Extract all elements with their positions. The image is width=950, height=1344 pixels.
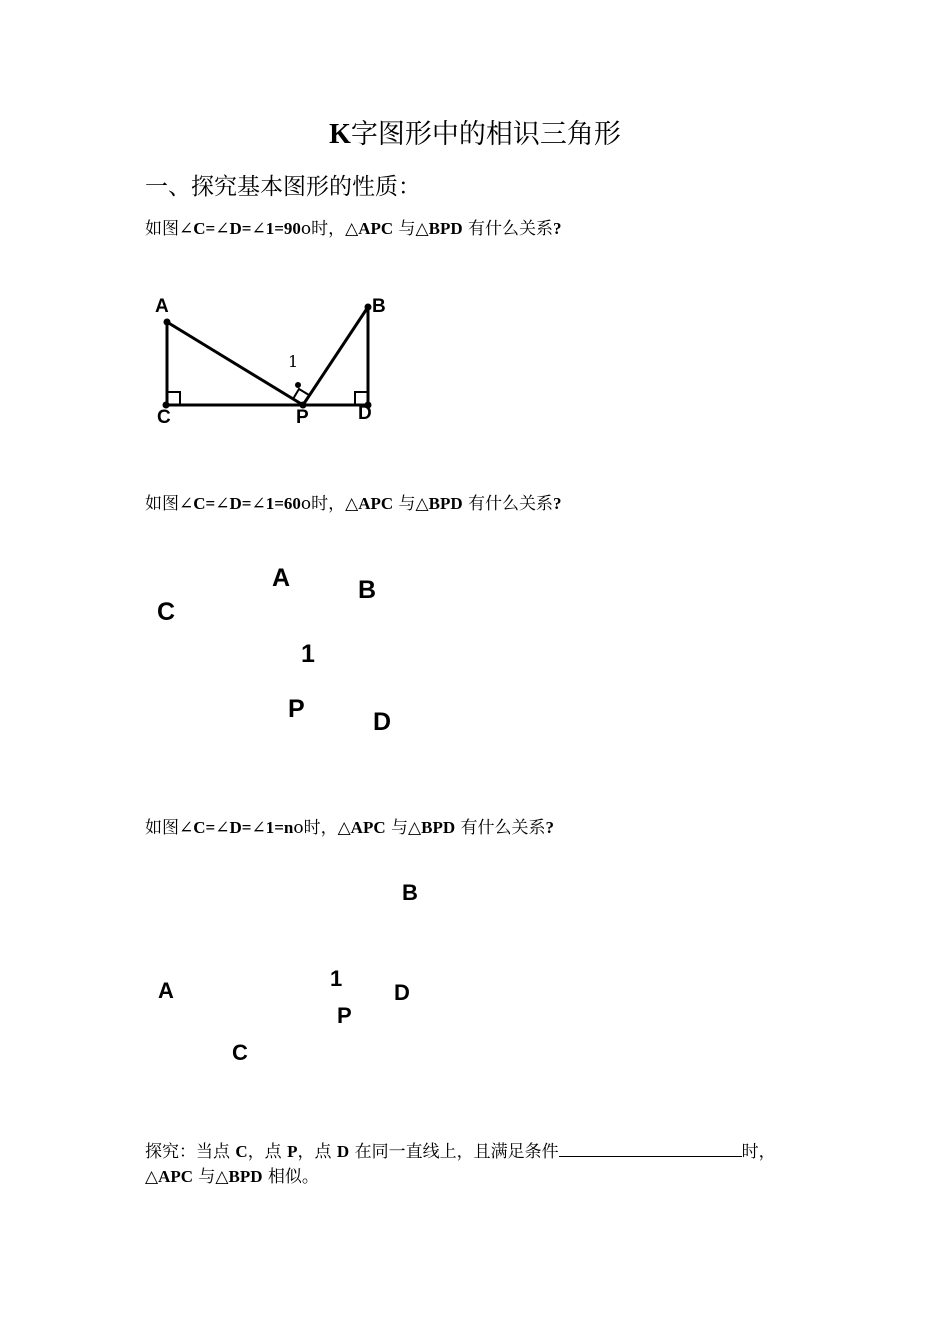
- fig3-label-A: A: [158, 978, 174, 1003]
- figure-1-right-angle-marks: [167, 389, 368, 405]
- fig3-label-1: 1: [330, 966, 343, 991]
- fig2-label-D: D: [373, 708, 392, 736]
- explore-point-d: D: [336, 1142, 350, 1161]
- fig3-label-D: D: [394, 980, 410, 1005]
- section-heading: 一、探究基本图形的性质：: [145, 174, 421, 200]
- q2-angle: ∠: [215, 494, 230, 514]
- fig2-label-1: 1: [301, 640, 315, 668]
- q2-pre: 如图∠: [145, 494, 194, 514]
- q3-pre: 如图∠: [145, 818, 194, 838]
- explore-pre: 探究：当点: [145, 1142, 236, 1162]
- explore2-apc: APC: [158, 1167, 194, 1186]
- q3-end: 有什么关系: [455, 818, 546, 838]
- fig1-label-B: B: [372, 296, 386, 317]
- explore-line-1: [145, 1137, 776, 1162]
- fig1-label-1: 1: [288, 352, 299, 371]
- fig2-label-B: B: [358, 576, 377, 604]
- q1-bpd: BPD: [428, 219, 463, 238]
- q1-with: 与△: [393, 219, 429, 239]
- q1-angle: ∠: [215, 219, 230, 239]
- fig2-label-C: C: [157, 598, 176, 626]
- title-text: 字图形中的相识三角形: [350, 119, 621, 150]
- q3-angle: ∠: [215, 818, 230, 838]
- q2-post: 时，△: [311, 494, 359, 514]
- fig1-label-A: A: [155, 296, 169, 317]
- q2-angle2: ∠: [251, 494, 266, 514]
- q3-value: 1=n: [265, 818, 294, 837]
- fig3-label-C: C: [232, 1040, 248, 1065]
- right-angle-C: [167, 392, 180, 405]
- q3-degree: o: [293, 818, 304, 838]
- q3-d: D=: [229, 818, 252, 837]
- q2-value: 1=60: [265, 494, 301, 513]
- q2-c: C=: [193, 494, 216, 513]
- fig1-label-P: P: [296, 407, 309, 428]
- q2-bpd: BPD: [428, 494, 463, 513]
- explore-end: 时，: [741, 1142, 776, 1162]
- fig3-label-P: P: [337, 1003, 352, 1028]
- q1-degree: o: [300, 219, 312, 239]
- figure-1-lines: [165, 307, 369, 405]
- q3-apc: APC: [350, 818, 386, 837]
- explore-line-2: [145, 1162, 319, 1187]
- segment-PB: [303, 307, 368, 405]
- q3-bpd: BPD: [421, 818, 456, 837]
- q2-d: D=: [229, 494, 252, 513]
- q1-pre: 如图∠: [145, 219, 194, 239]
- figure-1-points: [163, 304, 372, 409]
- q3-angle2: ∠: [251, 818, 266, 838]
- explore-sep-1: ，点: [247, 1142, 288, 1162]
- fig2-label-A: A: [272, 564, 291, 592]
- q1-value: 1=90: [265, 219, 301, 238]
- explore-sep-2: ，点: [297, 1142, 337, 1162]
- title-k: K: [329, 119, 351, 150]
- q3-qmark: ?: [545, 818, 555, 837]
- explore-condition: 在同一直线上，且满足条件: [349, 1142, 559, 1162]
- q2-end: 有什么关系: [462, 494, 554, 514]
- q2-qmark: ?: [553, 494, 562, 513]
- explore2-with: 与△: [193, 1167, 229, 1187]
- q1-post: 时，△: [311, 219, 359, 239]
- q1-qmark: ?: [553, 219, 562, 238]
- explore2-end: 相似。: [262, 1167, 319, 1187]
- q1-angle2: ∠: [251, 219, 266, 239]
- explore-point-p: P: [287, 1142, 298, 1161]
- answer-blank[interactable]: [559, 1142, 742, 1157]
- q1-d: D=: [229, 219, 252, 238]
- explore-point-c: C: [235, 1142, 248, 1161]
- segment-AP: [167, 322, 303, 405]
- q3-with: 与△: [385, 818, 422, 838]
- explore2-pre: △: [145, 1167, 159, 1187]
- q1-end: 有什么关系: [462, 219, 554, 239]
- fig3-label-B: B: [402, 880, 418, 905]
- fig1-label-D: D: [358, 403, 372, 424]
- q3-post: 时，△: [303, 818, 351, 838]
- explore2-bpd: BPD: [228, 1167, 263, 1186]
- question-2: [145, 489, 562, 514]
- fig2-label-P: P: [288, 695, 305, 723]
- q3-c: C=: [193, 818, 216, 837]
- q1-apc: APC: [358, 219, 394, 238]
- q2-apc: APC: [358, 494, 394, 513]
- q2-degree: o: [300, 494, 312, 514]
- q2-with: 与△: [393, 494, 429, 514]
- fig1-label-C: C: [157, 407, 171, 428]
- question-3: [145, 813, 554, 838]
- q1-c: C=: [193, 219, 216, 238]
